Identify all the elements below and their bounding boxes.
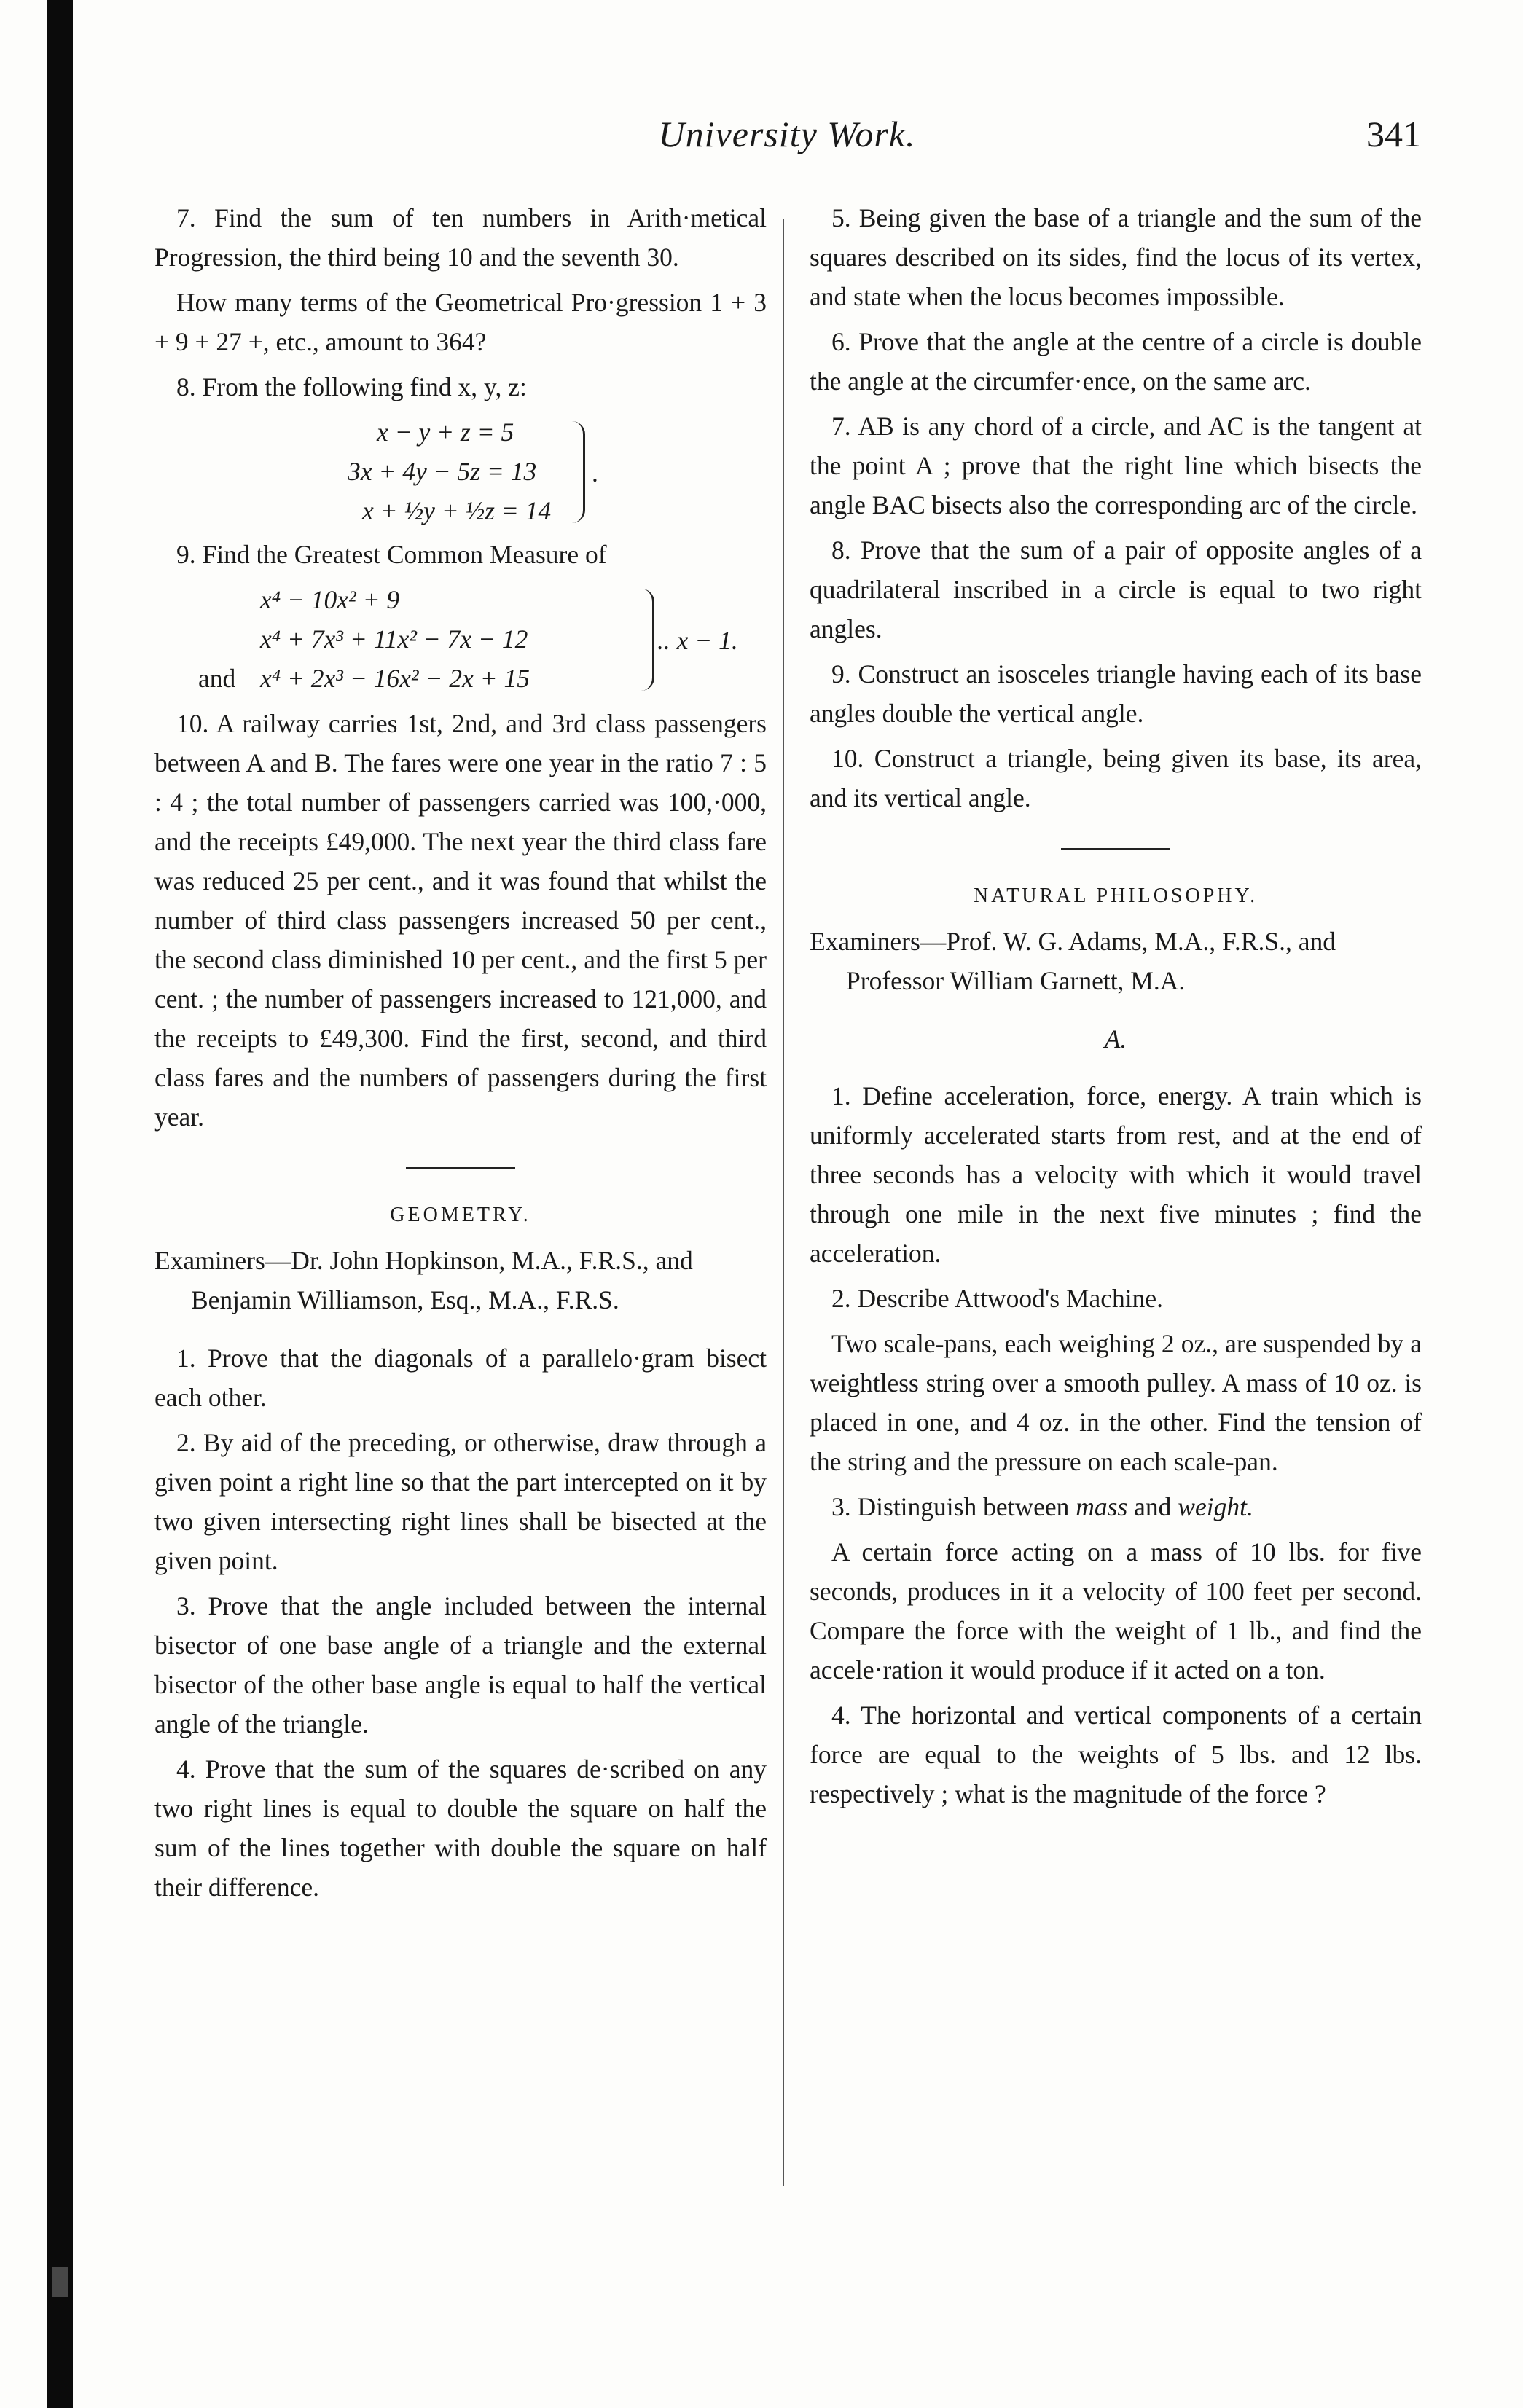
column-divider	[783, 219, 784, 2186]
geometry-question-5: 5. Being given the base of a triangle and the sum of the squares described on its sides, find the locus of its vertex, and state when the locus becomes impossible.	[810, 203, 1422, 311]
geometry-heading: GEOMETRY.	[390, 1204, 531, 1226]
section-rule	[406, 1167, 515, 1169]
scan-edge-mark	[52, 2267, 68, 2297]
geometry-question-9: 9. Construct an isosceles triangle having each of its base angles double the vertical angle.	[810, 659, 1422, 728]
philosophy-question-2: 2. Describe Attwood's Machine.	[831, 1284, 1163, 1313]
geometry-question-1: 1. Prove that the diagonals of a parallelo·gram bisect each other.	[154, 1344, 767, 1412]
term-mass: mass	[1076, 1492, 1128, 1521]
equation-1: x − y + z = 5	[377, 417, 514, 447]
term-weight: weight.	[1178, 1492, 1253, 1521]
geometry-question-7: 7. AB is any chord of a circle, and AC is the tangent at the point A ; prove that the right line which bisects the angle BAC bisects also the corresponding arc of the circle.	[810, 412, 1422, 519]
geometry-question-6: 6. Prove that the angle at the centre of a circle is double the angle at the circumfer·ence, on the same arc.	[810, 327, 1422, 396]
equation-2: 3x + 4y − 5z = 13	[348, 457, 537, 486]
geometry-question-2: 2. By aid of the preceding, or otherwise, draw through a given point a right line so that the part intercepted on it by two given intersecting right lines shall be bisected at the given point.	[154, 1428, 767, 1575]
geometry-examiners: Examiners—Dr. John Hopkinson, M.A., F.R.S., and Benjamin Williamson, Esq., M.A., F.R.S.	[154, 1246, 693, 1314]
philosophy-question-3-part-2: A certain force acting on a mass of 10 lbs. for five seconds, produces in it a velocity of 100 feet per second. Compare the force with the weight of 1 lb., and find the accele·ration it would produce if it acted on a ton.	[810, 1537, 1422, 1685]
equation-brace	[570, 421, 585, 523]
left-column	[154, 198, 767, 1913]
equation-system	[154, 412, 767, 535]
geometry-question-8: 8. Prove that the sum of a pair of opposite angles of a quadrilateral inscribed in a circle is equal to two right angles.	[810, 536, 1422, 643]
page-header	[153, 113, 1421, 171]
geometry-question-10: 10. Construct a triangle, being given its base, its area, and its vertical angle.	[810, 744, 1422, 812]
philosophy-question-2-part-2: Two scale-pans, each weighing 2 oz., are suspended by a weightless string over a smooth pulley. A mass of 10 oz. is placed in one, and 4 oz. in the other. Find the tension of the string and the pressure on each scale-pan.	[810, 1329, 1422, 1476]
equation-3: x + ½y + ½z = 14	[362, 496, 552, 525]
philosophy-question-4: 4. The horizontal and vertical components of a certain force are equal to the weights of 5 lbs. and 12 lbs. respectively ; what is the magnitude of the force ?	[810, 1701, 1422, 1808]
section-rule	[1061, 848, 1170, 850]
running-title: University Work.	[658, 114, 916, 154]
expression-3-prefix: and	[198, 664, 236, 693]
gcm-answer: .. x − 1.	[657, 626, 738, 655]
question-9: 9. Find the Greatest Common Measure of	[176, 540, 607, 569]
question-7: 7. Find the sum of ten numbers in Arith·metical Progression, the third being 10 and the seventh 30.	[154, 203, 767, 272]
expression-brace	[639, 589, 654, 691]
natural-philosophy-examiners: Examiners—Prof. W. G. Adams, M.A., F.R.S., and Professor William Garnett, M.A.	[810, 927, 1336, 995]
philosophy-question-3	[810, 1487, 1422, 1526]
part-label: A.	[1104, 1024, 1127, 1054]
page-number: 341	[1366, 114, 1421, 154]
natural-philosophy-heading: NATURAL PHILOSOPHY.	[973, 885, 1258, 907]
question-8: 8. From the following find x, y, z:	[176, 372, 527, 401]
equation-period: .	[592, 458, 598, 487]
geometry-question-3: 3. Prove that the angle included between the internal bisector of one base angle of a triangle and the external bisector of the other base angle is equal to half the vertical angle of the triangle.	[154, 1591, 767, 1738]
expression-2: x⁴ + 7x³ + 11x² − 7x − 12	[260, 624, 528, 654]
question-3-prefix: 3. Distinguish between	[831, 1492, 1070, 1521]
right-column	[810, 198, 1422, 1819]
question-3-and: and	[1134, 1492, 1172, 1521]
expression-1: x⁴ − 10x² + 9	[260, 585, 400, 614]
geometry-question-4: 4. Prove that the sum of the squares de·scribed on any two right lines is equal to double the square on half the sum of the lines together with double the square on half their difference.	[154, 1754, 767, 1902]
expression-3: x⁴ + 2x³ − 16x² − 2x + 15	[260, 664, 530, 693]
question-7-part-2: How many terms of the Geometrical Pro·gression 1 + 3 + 9 + 27 +, etc., amount to 364?	[154, 288, 767, 356]
scan-edge	[47, 0, 73, 2408]
philosophy-question-1: 1. Define acceleration, force, energy. A train which is uniformly accelerated starts from rest, and at the end of three seconds has a velocity with which it would travel through one mile in the next five minutes ; find the acceleration.	[810, 1081, 1422, 1268]
gcm-expressions	[154, 580, 767, 704]
question-10: 10. A railway carries 1st, 2nd, and 3rd class passengers between A and B. The fares were one year in the ratio 7 : 5 : 4 ; the total number of passengers carried was 100,·000, and the receipts £49,000. The next year the third class fare was reduced 25 per cent., and it was found that whilst the number of third class passengers increased 50 per cent., the second class diminished 10 per cent., and the first 5 per cent. ; the number of passengers increased to 121,000, and the receipts to £49,300. Find the first, second, and third class fares and the numbers of passengers during the first year.	[154, 709, 767, 1132]
